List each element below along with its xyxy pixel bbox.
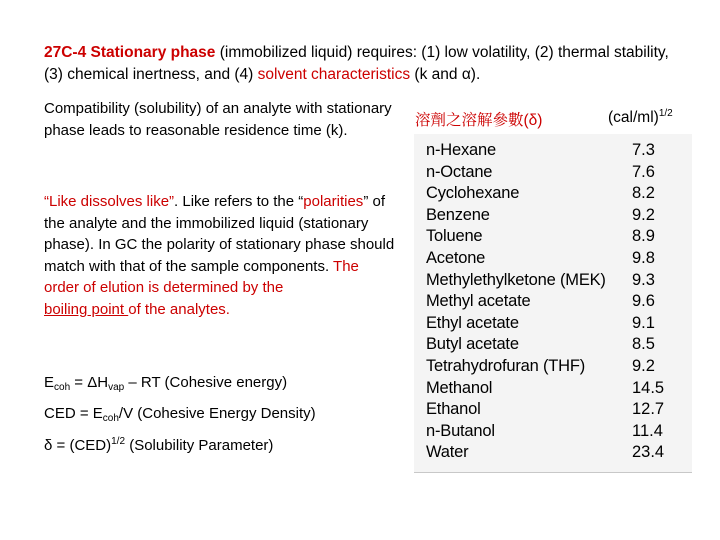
solvent-name: Tetrahydrofuran (THF) <box>426 357 586 375</box>
title-solvent-characteristics: solvent characteristics <box>257 66 411 83</box>
solvent-name: n-Octane <box>426 162 493 181</box>
solubility-value: 8.9 <box>632 227 655 246</box>
table-row <box>414 205 692 227</box>
eq1-vap-subscript: vap <box>108 382 125 393</box>
eq2-rest: /V (Cohesive Energy Density) <box>118 405 316 422</box>
solvent-name: Methylethylketone (MEK) <box>426 270 606 289</box>
compatibility-paragraph: Compatibility (solubility) of an analyte with stationary phase leads to reasonable residence time (k). <box>44 100 392 139</box>
eq1-equals: = <box>70 374 88 391</box>
eq3-ced: = (CED) <box>52 437 112 454</box>
table-row <box>414 291 692 313</box>
table-row <box>414 183 692 205</box>
title-end: ). <box>470 66 481 83</box>
title-alpha-symbol: α <box>461 66 471 83</box>
eq2-coh-subscript: coh <box>102 413 119 424</box>
table-row <box>414 248 692 270</box>
title-k-and: (k and <box>410 66 462 83</box>
boiling-point-phrase: boiling point <box>44 300 129 318</box>
solubility-parameter-equation <box>44 436 273 454</box>
eq1-coh-subscript: coh <box>54 382 71 393</box>
table-row <box>414 313 692 335</box>
table-row <box>414 226 692 248</box>
solvent-name: Ethanol <box>426 400 481 419</box>
solubility-value: 9.6 <box>632 292 655 311</box>
title-heading: 27C-4 Stationary phase <box>44 44 216 61</box>
elution-order-sentence: The order of elution is determined by the <box>44 257 359 296</box>
solubility-value: 9.8 <box>632 249 655 267</box>
eq1-rest: – RT (Cohesive energy) <box>124 374 288 391</box>
solvent-name: n-Butanol <box>426 421 495 440</box>
solubility-parameter-header: 溶劑之溶解參數(δ) <box>415 112 543 129</box>
solubility-value: 23.4 <box>632 443 665 462</box>
unit-header <box>608 108 673 127</box>
solubility-value: 9.3 <box>632 270 655 289</box>
solvent-name: Methyl acetate <box>426 292 531 311</box>
table-row <box>414 140 692 162</box>
solubility-value: 12.7 <box>632 400 665 419</box>
table-row <box>414 270 692 292</box>
para2-text-2: ” of the analyte and the immobilized liquid (stationary phase). In GC the polarity of stationary phase should match with that of the sample components. <box>44 193 395 275</box>
table-row <box>414 442 692 464</box>
solubility-value: 7.6 <box>632 162 655 181</box>
table-row <box>414 421 692 443</box>
cohesive-energy-equation <box>44 374 287 393</box>
para2-text-end: of the analytes. <box>128 300 230 318</box>
eq1-delta-h: ΔH <box>87 374 109 391</box>
table-row <box>414 334 692 356</box>
solubility-value: 9.2 <box>632 357 655 375</box>
like-dissolves-like-paragraph <box>44 191 396 320</box>
solvent-name: Butyl acetate <box>426 335 519 354</box>
solvent-table <box>414 134 692 473</box>
solubility-value: 8.2 <box>632 184 655 203</box>
solvent-name: Benzene <box>426 205 490 224</box>
solubility-value: 9.2 <box>632 205 655 224</box>
solvent-name: Cyclohexane <box>426 184 520 203</box>
solvent-name: Methanol <box>426 378 493 397</box>
solvent-name: Ethyl acetate <box>426 313 519 332</box>
solubility-value: 14.5 <box>632 378 665 397</box>
solvent-name: n-Hexane <box>426 141 496 159</box>
solvent-name: Water <box>426 443 469 462</box>
title-requirements: (immobilized liquid) requires: (1) low volatility, (2) thermal stability, (3) chemical inertness, and (4) <box>44 44 669 83</box>
slide-title <box>44 42 684 86</box>
solvent-name: Toluene <box>426 227 483 246</box>
eq2-ced: CED = E <box>44 405 103 422</box>
eq1-E: E <box>44 374 55 391</box>
eq3-exponent: 1/2 <box>111 436 126 447</box>
eq3-delta: δ <box>44 437 53 454</box>
polarities-word: polarities <box>303 193 364 210</box>
ced-equation <box>44 405 316 424</box>
table-row <box>414 378 692 400</box>
like-dissolves-like-phrase: “Like dissolves like” <box>44 193 175 210</box>
unit-label: (cal/ml) <box>608 109 659 126</box>
eq3-rest: (Solubility Parameter) <box>125 437 274 454</box>
solubility-value: 9.1 <box>632 313 655 332</box>
solubility-value: 7.3 <box>632 141 655 159</box>
solvent-name: Acetone <box>426 249 486 267</box>
solubility-value: 11.4 <box>632 421 663 440</box>
table-row <box>414 399 692 421</box>
table-row <box>414 162 692 184</box>
para2-text-1: . Like refers to the “ <box>174 193 304 210</box>
solubility-value: 8.5 <box>632 335 655 354</box>
table-row <box>414 356 692 378</box>
unit-exponent: 1/2 <box>658 108 673 119</box>
